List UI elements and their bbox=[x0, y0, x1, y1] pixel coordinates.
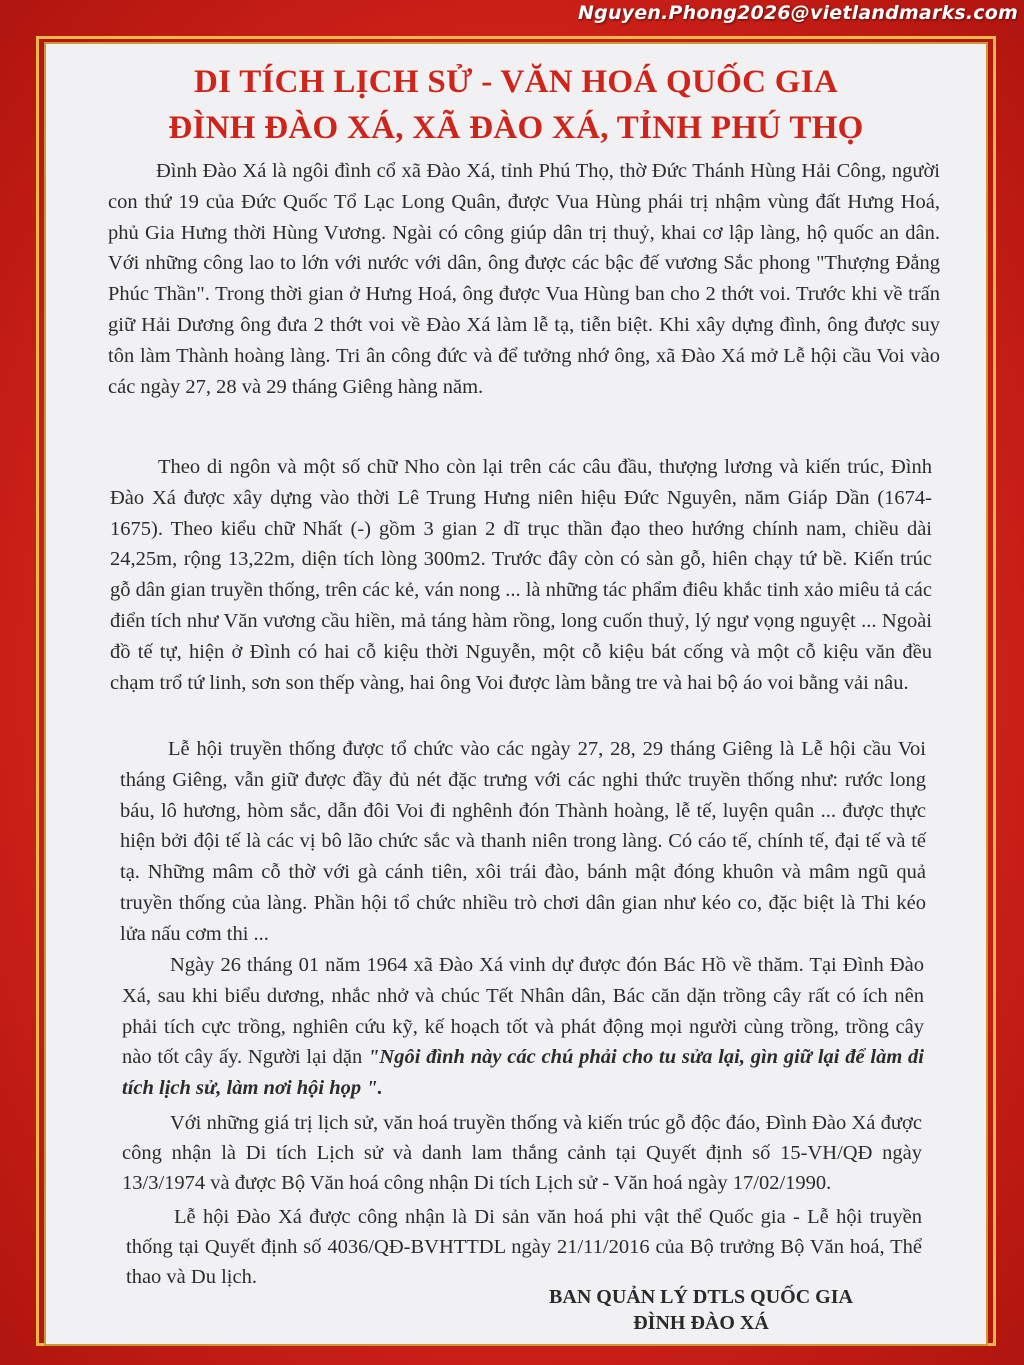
paragraph-architecture: Theo di ngôn và một số chữ Nho còn lại trên các câu đầu, thượng lương và kiến trúc, Đình Đào Xá được xây dựng vào thời Lê Trung Hưng niên hiệu Đức Nguyên, năm Giáp Dần (1674-1675). Theo kiểu chữ Nhất (-) gồm 3 gian 2 dĩ trục thần đạo theo hướng chính nam, chiều dài 24,25m, rộng 13,22m, diện tích lòng 300m2. Trước đây còn có sàn gỗ, hiên chạy tứ bề. Kiến trúc gỗ dân gian truyền thống, trên các kẻ, ván nong ... là những tác phẩm điêu khắc tinh xảo miêu tả các điển tích như Văn vương cầu hiền, mả táng hàm rồng, long cuốn thuỷ, lý ngư vọng nguyệt ... Ngoài đồ tế tự, hiện ở Đình có hai cỗ kiệu thời Nguyễn, một cỗ kiệu bát cống và một cỗ kiệu văn đều chạm trổ tứ linh, sơn son thếp vàng, hai ông Voi được làm bằng tre và hai bộ áo voi bằng vải nâu. bbox=[110, 456, 932, 694]
uncle-ho-quote: "Ngôi đình này các chú phải cho tu sửa lại, gìn giữ lại để làm di tích lịch sử, làm nơi hội họp ". bbox=[122, 1046, 924, 1100]
signature-line-2: ĐÌNH ĐÀO XÁ bbox=[633, 1312, 769, 1334]
paragraph-uncle-ho-visit bbox=[122, 950, 924, 1104]
paragraph-recognition: Với những giá trị lịch sử, văn hoá truyền thống và kiến trúc gỗ độc đáo, Đình Đào Xá được công nhận là Di tích Lịch sử và danh lam thắng cảnh tại Quyết định số 15-VH/QĐ ngày 13/3/1974 và được Bộ Văn hoá công nhận Di tích Lịch sử - Văn hoá ngày 17/02/1990. bbox=[122, 1112, 922, 1194]
signature-line-1: BAN QUẢN LÝ DTLS QUỐC GIA bbox=[549, 1286, 853, 1308]
signature-block bbox=[516, 1284, 886, 1336]
plaque-panel bbox=[46, 44, 986, 1344]
title-line-1: DI TÍCH LỊCH SỬ - VĂN HOÁ QUỐC GIA bbox=[194, 64, 838, 100]
paragraph-uncle-ho-text: Ngày 26 tháng 01 năm 1964 xã Đào Xá vinh dự được đón Bác Hồ về thăm. Tại Đình Đào Xá, sau khi biểu dương, nhắc nhở và chúc Tết Nhân dân, Bác căn dặn trồng cây rất có ích nên phải tích cực trồng, nghiên cứu kỹ, kế hoạch tốt và phát động mọi người cùng trồng, trồng cây nào tốt cây ấy. Người lại dặn bbox=[122, 954, 924, 1069]
paragraph-festival: Lễ hội truyền thống được tổ chức vào các ngày 27, 28, 29 tháng Giêng là Lễ hội cầu Voi tháng Giêng, vẫn giữ được đầy đủ nét đặc trưng với các nghi thức truyền thống như: rước long báu, lô hương, hòm sắc, dẫn đôi Voi đi nghênh đón Thành hoàng, lễ tế, luyện quân ... được thực hiện bởi đội tế là các vị bô lão chức sắc và thanh niên trong làng. Có cáo tế, chính tế, đại tế và tế tạ. Những mâm cỗ thờ với gà cánh tiên, xôi trái đào, bánh mật đóng khuôn và mâm ngũ quả truyền thống của làng. Phần hội tổ chức nhiều trò chơi dân gian như kéo co, đặc biệt là Thi kéo lửa nấu cơm thi ... bbox=[120, 738, 926, 945]
watermark-text: Nguyen.Phong2026@vietlandmarks.com bbox=[578, 2, 1018, 24]
paragraph-heritage: Lễ hội Đào Xá được công nhận là Di sản văn hoá phi vật thể Quốc gia - Lễ hội truyền thống tại Quyết định số 4036/QĐ-BVHTTDL ngày 21/11/2016 của Bộ trưởng Bộ Văn hoá, Thể thao và Du lịch. bbox=[126, 1206, 922, 1288]
title-line-2: ĐÌNH ĐÀO XÁ, XÃ ĐÀO XÁ, TỈNH PHÚ THỌ bbox=[168, 110, 864, 146]
paragraph-history: Đình Đào Xá là ngôi đình cổ xã Đào Xá, tỉnh Phú Thọ, thờ Đức Thánh Hùng Hải Công, người con thứ 19 của Đức Quốc Tổ Lạc Long Quân, được Vua Hùng phái trị nhậm vùng đất Hưng Hoá, phủ Gia Hưng thời Hùng Vương. Ngài có công giúp dân trị thuỷ, khai cơ lập làng, hộ quốc an dân. Với những công lao to lớn với nước với dân, ông được các bậc đế vương Sắc phong "Thượng Đẳng Phúc Thần". Trong thời gian ở Hưng Hoá, ông được Vua Hùng ban cho 2 thớt voi. Trước khi về trấn giữ Hải Dương ông đưa 2 thớt voi về Đào Xá làm lễ tạ, tiễn biệt. Khi xây dựng đình, ông được suy tôn làm Thành hoàng làng. Tri ân công đức và để tưởng nhớ ông, xã Đào Xá mở Lễ hội cầu Voi vào các ngày 27, 28 và 29 tháng Giêng hàng năm. bbox=[108, 160, 940, 398]
